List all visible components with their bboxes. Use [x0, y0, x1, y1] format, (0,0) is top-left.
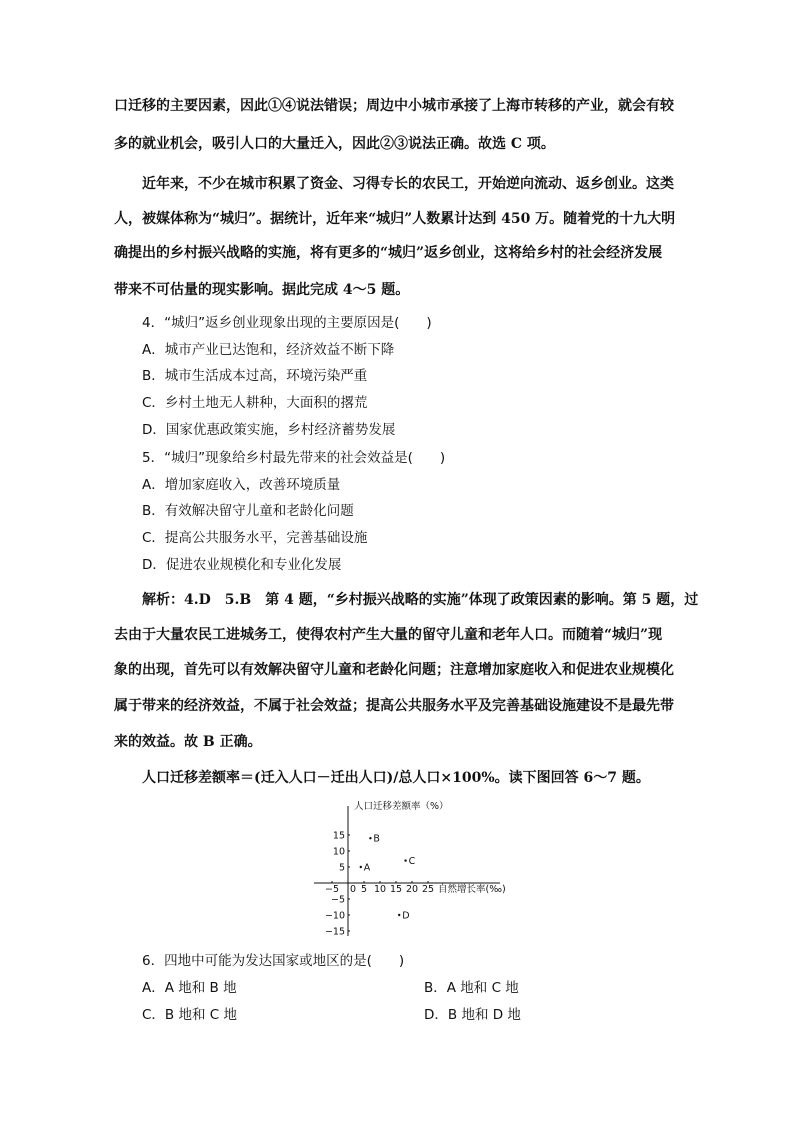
y-tick-label: −10	[324, 910, 345, 922]
question-5-option-c: C．提高公共服务水平，完善基础设施	[142, 530, 368, 546]
question-6-option-a: A．A 地和 B 地	[142, 980, 237, 996]
analysis-line: 来的效益。故 B 正确。	[114, 734, 262, 750]
question-4-option-b: B．城市生活成本过高，环境污染严重	[142, 368, 368, 384]
question-5-option-b: B．有效解决留守儿童和老龄化问题	[142, 503, 354, 519]
question-4-option-d: D．国家优惠政策实施，乡村经济蓄势发展	[142, 422, 396, 438]
material-line: 带来不可估量的现实影响。据此完成 4～5 题。	[114, 282, 410, 298]
x-tick-label: −5	[324, 884, 340, 895]
point-label: B	[373, 833, 380, 845]
passage-line: 口迁移的主要因素，因此①④说法错误；周边中小城市承接了上海市转移的产业，就会有较	[114, 98, 674, 114]
x-tick-label: 0	[350, 884, 357, 895]
point-d	[398, 914, 400, 916]
point-label: A	[363, 862, 371, 874]
question-4-option-a: A．城市产业已达饱和，经济效益不断下降	[142, 342, 395, 358]
x-tick-label: 15	[389, 884, 403, 895]
question-5-option-d: D．促进农业规模化和专业化发展	[142, 557, 342, 573]
question-6-option-d: D．B 地和 D 地	[424, 1007, 521, 1023]
point-a	[360, 866, 362, 868]
point-label: C	[408, 856, 416, 868]
x-tick-label: 5	[360, 884, 368, 895]
analysis-line: 解析：4.D 5.B 第 4 题，“乡村振兴战略的实施”体现了政策因素的影响。第 5 题，过	[142, 592, 699, 608]
point-label: D	[402, 910, 410, 922]
y-tick-label: 5	[338, 862, 345, 874]
x-axis-label: 自然增长率(‰)	[438, 884, 506, 895]
migration-scatter-chart	[300, 796, 520, 941]
question-5-option-a: A．增加家庭收入，改善环境质量	[142, 477, 341, 493]
y-tick-label: −15	[324, 926, 345, 938]
question-6-stem: 6．四地中可能为发达国家或地区的是( )	[142, 953, 405, 969]
analysis-line: 象的出现，首先可以有效解决留守儿童和老龄化问题；注意增加家庭收入和促进农业规模化	[114, 662, 674, 678]
formula-line: 人口迁移差额率＝(迁入人口－迁出人口)/总人口×100%。读下图回答 6～7 题。	[142, 770, 650, 786]
passage-line: 多的就业机会，吸引人口的大量迁入，因此②③说法正确。故选 C 项。	[114, 136, 555, 152]
x-tick-label: 20	[405, 884, 419, 895]
material-line: 确提出的乡村振兴战略的实施，将有更多的“城归”返乡创业，这将给乡村的社会经济发展	[114, 245, 663, 261]
material-line: 近年来，不少在城市积累了资金、习得专长的农民工，开始逆向流动、返乡创业。这类	[142, 176, 674, 192]
x-tick-label: 25	[421, 884, 435, 895]
y-tick-label: 10	[332, 846, 345, 858]
y-tick-label: 15	[332, 830, 345, 842]
analysis-line: 去由于大量农民工进城务工，使得农村产生大量的留守儿童和老年人口。而随着“城归”现	[114, 627, 663, 643]
question-4-stem: 4．“城归”返乡创业现象出现的主要原因是( )	[142, 315, 432, 331]
point-b	[369, 837, 371, 839]
question-4-option-c: C．乡村土地无人耕种，大面积的撂荒	[142, 395, 368, 411]
x-tick-label: 10	[373, 884, 387, 895]
question-5-stem: 5．“城归”现象给乡村最先带来的社会效益是( )	[142, 450, 446, 466]
y-tick-label: −5	[330, 894, 345, 906]
analysis-line: 属于带来的经济效益，不属于社会效益；提高公共服务水平及完善基础设施建设不是最先带	[114, 698, 674, 714]
question-6-option-b: B．A 地和 C 地	[424, 980, 519, 996]
material-line: 人，被媒体称为“城归”。据统计，近年来“城归”人数累计达到 450 万。随着党的十九大明	[114, 211, 676, 227]
y-axis-label: 人口迁移差额率（%）	[354, 801, 449, 812]
point-c	[404, 859, 406, 861]
question-6-option-c: C．B 地和 C 地	[142, 1007, 237, 1023]
